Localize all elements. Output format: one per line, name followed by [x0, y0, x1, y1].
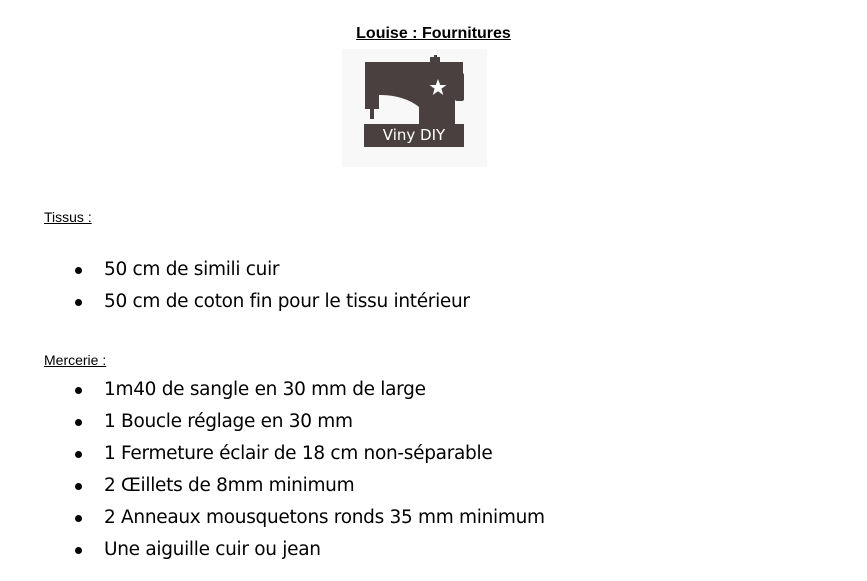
sewing-machine-icon [342, 49, 487, 167]
list-item: 1m40 de sangle en 30 mm de large [0, 374, 545, 406]
tissus-list [0, 254, 470, 318]
list-item: 50 cm de coton fin pour le tissu intérieur [0, 286, 470, 318]
list-item: 2 Anneaux mousquetons ronds 35 mm minimum [0, 502, 545, 534]
list-item: 1 Fermeture éclair de 18 cm non-séparable [0, 438, 545, 470]
list-item: 50 cm de simili cuir [0, 254, 470, 286]
section-heading-mercerie: Mercerie : [44, 352, 107, 368]
brand-logo [342, 49, 487, 167]
list-item: 2 Œillets de 8mm minimum [0, 470, 545, 502]
brand-logo-label: Viny DIY [382, 126, 446, 144]
section-heading-tissus: Tissus : [44, 209, 92, 225]
list-item: Une aiguille cuir ou jean [0, 534, 545, 566]
list-item: 1 Boucle réglage en 30 mm [0, 406, 545, 438]
mercerie-list [0, 374, 545, 566]
document-title: Louise : Fournitures [356, 25, 511, 42]
